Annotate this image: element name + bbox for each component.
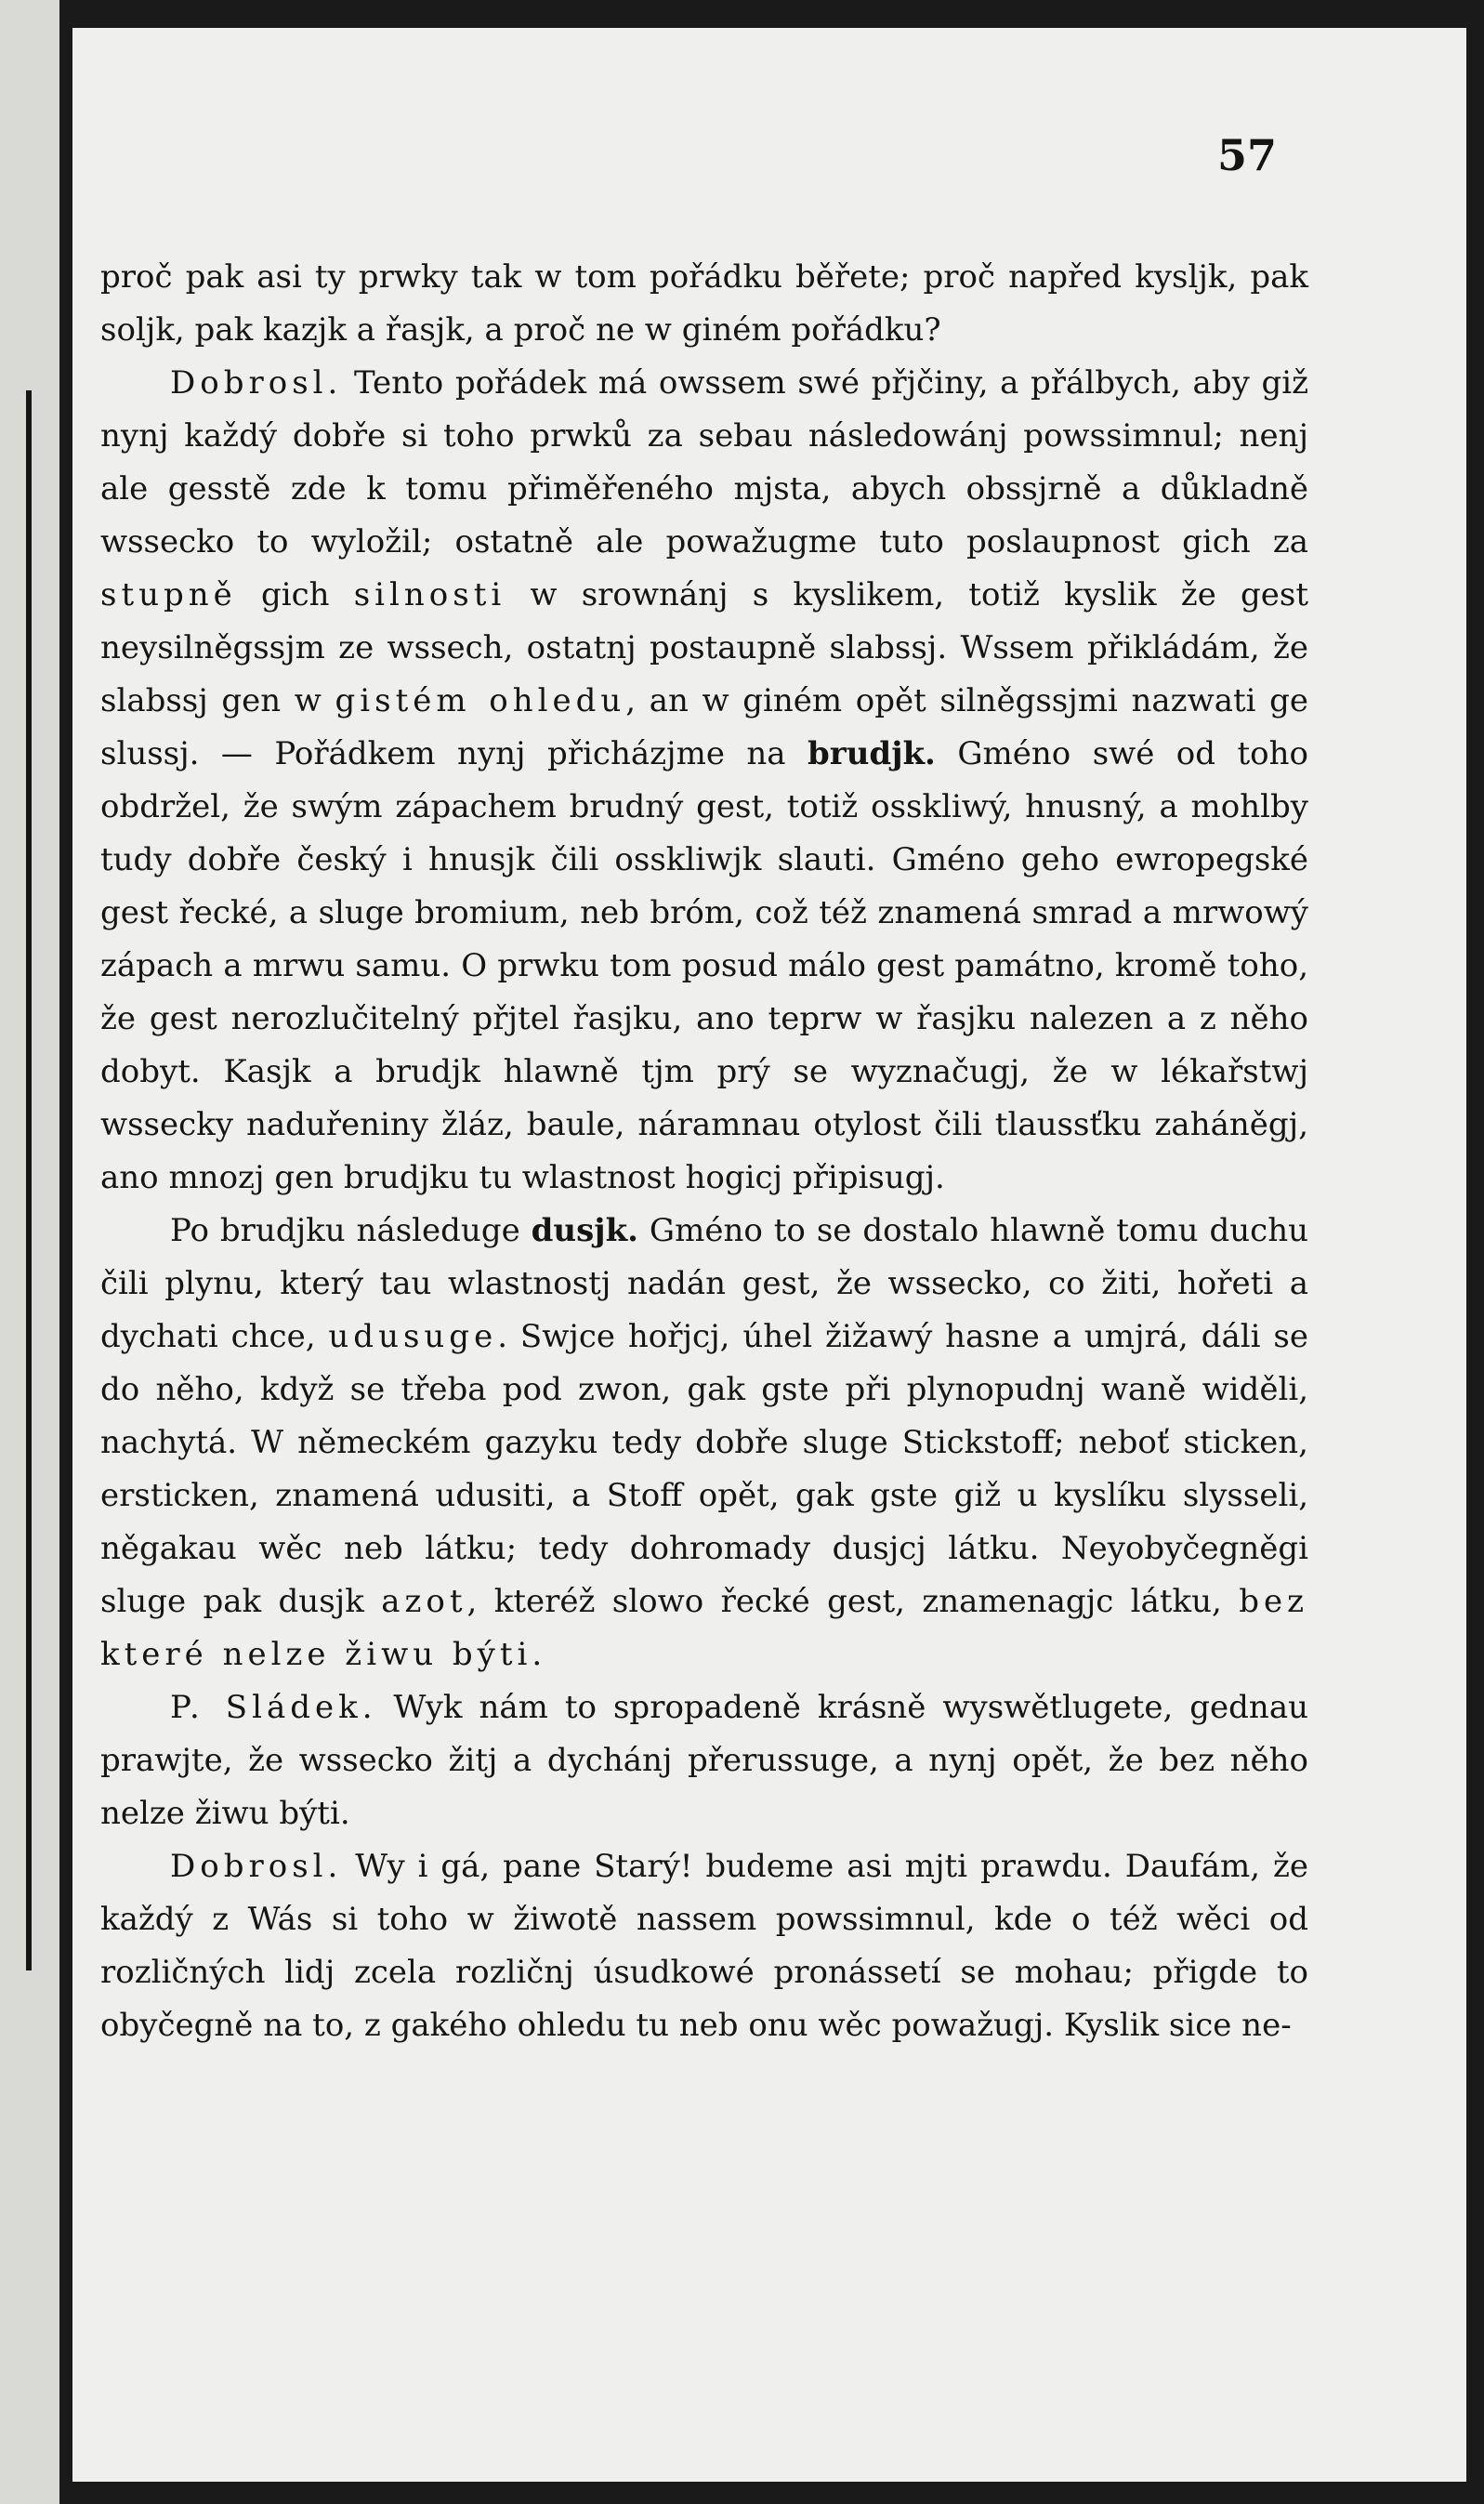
paragraph-4 <box>100 1681 1308 1840</box>
paragraph-1-text: proč pak asi ty prwky tak w tom pořádku běřete; proč napřed kysljk, pak soljk, pak kazjk a řasjk, a proč ne w giném pořádku? <box>100 258 1308 349</box>
paragraph-5-text: Wy i gá, pane Starý! budeme asi mjti prawdu. Daufám, že každý z Wás si toho w žiwotě nassem powssimnul, kde o též wěci od rozličných lidj zcela rozličnj úsudkowé pronássetí se mohau; přigde to obyčegně na to, z gakého ohledu tu neb onu wěc powažugj. Kyslik sice ne- <box>100 1848 1308 2044</box>
paragraph-3-text-d: , kteréž slowo řecké gest, znamenagjc látku, <box>466 1583 1240 1620</box>
speaker-dobrosl-2: Dobrosl. <box>170 1848 343 1885</box>
spaced-word-azot: azot <box>381 1583 467 1620</box>
paragraph-3-text-e: . <box>532 1636 543 1673</box>
paragraph-4-text: Wyk nám to spropadeně krásně wyswětlugete, gednau prawjte, že wssecko žitj a dychánj přerussuge, a nynj opět, že bez něho nelze žiwu býti. <box>100 1689 1308 1832</box>
page-number: 57 <box>1217 130 1278 180</box>
paragraph-2 <box>100 357 1308 1205</box>
spaced-word-silnosti: silnosti <box>353 576 506 613</box>
paragraph-5 <box>100 1840 1308 2052</box>
bold-term-dusjk: dusjk. <box>531 1212 638 1249</box>
paragraph-3-text-a: Po brudjku následuge <box>170 1212 532 1249</box>
paragraph-2-text-b: gich <box>236 576 354 613</box>
speaker-p-sladek: P. Sládek. <box>170 1689 377 1726</box>
paragraph-3-text-c: . Swjce hořjcj, úhel žižawý hasne a umjrá, dáli se do něho, když se třeba pod zwon, gak gste při plynopudnj waně widěli, nachytá. W německém gazyku tedy dobře sluge Stickstoff; neboť sticken, ersticken, znamená udusiti, a Stoff opět, gak gste giž u kyslíku slysseli, něgakau wěc neb látku; tedy dohromady dusjcj látku. Neyobyčegněgi sluge pak dusjk <box>100 1318 1308 1620</box>
spaced-word-stupne: stupně <box>100 576 237 613</box>
spaced-word-udusuge: udusuge <box>328 1318 498 1355</box>
speaker-dobrosl: Dobrosl. <box>170 364 343 402</box>
paragraph-1 <box>100 251 1308 357</box>
paragraph-2-text-c: w srownánj s kyslikem, totiž kyslik že gest neysilněgssjm ze wssech, ostatnj postaupně slabssj. Wssem přikládám, že slabssj gen w <box>100 576 1308 719</box>
page-text <box>100 251 1308 2052</box>
paragraph-3-text-b: Gméno to se dostalo hlawně tomu duchu čili plynu, který tau wlastnostj nadán gest, že wssecko, co žiti, hořeti a dychati chce, <box>100 1212 1309 1355</box>
paragraph-2-text-d: , an w giném opět silněgssjmi nazwati ge slussj. — Pořádkem nynj přicházjme na <box>100 682 1309 772</box>
paragraph-2-text-e: Gméno swé od toho obdržel, že swým zápachem brudný gest, totiž osskliwý, hnusný, a mohlby tudy dobře český i hnusjk čili osskliwjk slauti. Gméno geho ewropegské gest řecké, a sluge bromium, neb bróm, což též znamená smrad a mrwowý zápach a mrwu samu. O prwku tom posud málo gest památno, kromě toho, že gest nerozlučitelný přjtel řasjku, ano teprw w řasjku nalezen a z něho dobyt. Kasjk a brudjk hlawně tjm prý se wyznačugj, že w lékařstwj wssecky naduřeniny žláz, baule, náramnau otylost čili tlaussťku zaháněgj, ano mnozj gen brudjku tu wlastnost hogicj připisugj. <box>100 735 1308 1196</box>
bold-term-brudjk: brudjk. <box>808 735 936 772</box>
paragraph-3 <box>100 1205 1308 1681</box>
spaced-phrase-bez-ktere: bez které nelze žiwu býti <box>100 1583 1308 1673</box>
paragraph-2-text-a: Tento pořádek má owssem swé přjčiny, a přálbych, aby giž nynj každý dobře si toho prwků za sebau následowánj powssimnul; nenj ale gesstě zde k tomu přiměřeného mjsta, abych obssjrně a důkladně wssecko to wyložil; ostatně ale powažugme tuto poslaupnost gich za <box>100 364 1308 560</box>
scan-binding-shadow <box>26 390 32 1970</box>
spaced-phrase-gistem-ohledu: gistém ohledu <box>335 682 626 719</box>
